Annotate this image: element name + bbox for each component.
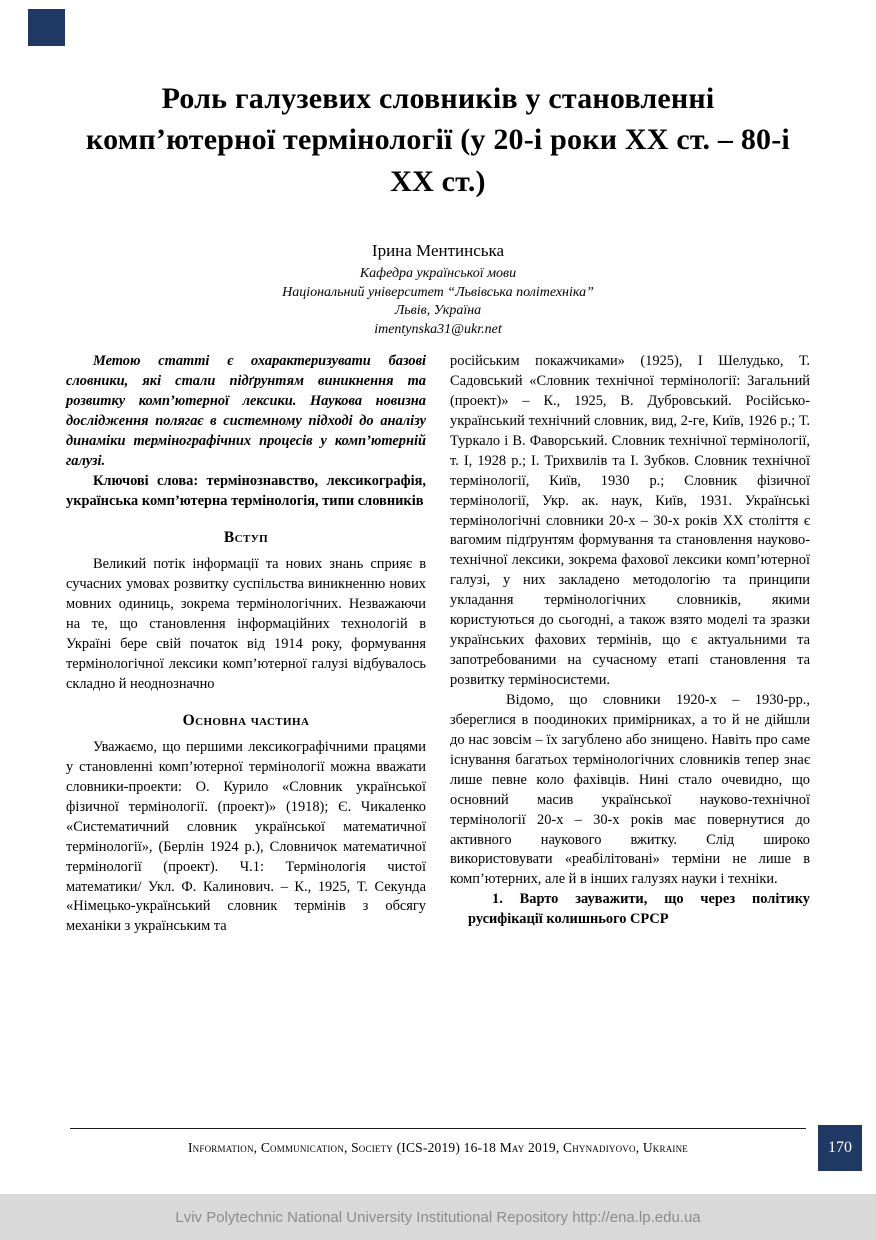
page-number: 170 — [828, 1139, 852, 1156]
main-paragraph-continued: російським покажчиками» (1925), І Шелудько, Т. Садовський «Словник технічної термінології: Загальний (проект)» – К., 1925, В. Дубровський. Російсько-український технічний словник, вид, 2-ге, Київ, 1926 р.; Т. Туркало і В. Фаворський. Словник технічної термінології, т. І, 1928 р.; І. Трихвилів та І. Зубков. Словник технічної термінології, Київ, 1930 р.; Словник фізичної термінології, Укр. ак. наук, Київ, 1931. Українські термінологічні словники 20-х – 30-х років ХХ століття є вагомим підґрунтям формування та становлення науково-технічної лексики, зокрема фахової лексики комп’ютерної галузі, у них закладено методологію та принципи укладання термінологічних словників, якими користуються до сьогодні, а також взято моделі та зразки українських фахових термінів, що є актуальними та запотребованими на сучасному етапі становлення та розвитку терміносистеми. — [450, 353, 810, 688]
author-department: Кафедра української мови — [359, 266, 517, 281]
repository-text: Lviv Polytechnic National University Institutional Repository http://ena.lp.edu.ua — [175, 1208, 701, 1226]
section-heading-intro: Вступ — [223, 528, 269, 546]
keywords-text: термінознавство, лексикографія, українська комп’ютерна термінологія, типи словників — [66, 472, 426, 509]
main-paragraph: Уважаємо, що першими лексикографічними працями у становленні комп’ютерної термінології можна вважати словники-проекти: О. Курило «Словник української фізичної термінології. (проект)» (1918); Є. Чикаленко «Систематичний словник української математичної термінології», (Берлін 1924 р.), Словничок математичної термінології (проект). Ч.1: Термінологія чистої математики/ Укл. Ф. Калинович. – К., 1925, Т. Секунда «Німецько-український словник термінів з обсягу механіки з українським та — [66, 738, 426, 935]
keywords-label: Ключові слова: — [93, 472, 199, 489]
repository-bar — [0, 1194, 876, 1240]
conference-footer: Information, Communication, Society (ICS-2019) 16-18 May 2019, Chynadiyovo, Ukraine — [187, 1140, 689, 1155]
corner-accent-square — [28, 9, 65, 46]
section-heading-main: Основна частина — [182, 711, 310, 729]
footer-divider — [70, 1128, 806, 1129]
history-paragraph: Відомо, що словники 1920-х – 1930-рр., збереглися в поодиноких примірниках, а то й не дійшли до нас зовсім – їх загублено або знищено. Навіть про саме існування багатьох термінологічних словників тепер знає лише певне коло фахівців. Нині стало очевидно, що основний масив української науково-технічної термінології 20-х – 30-х років має повернутися до активного наукового вжитку. Слід широко використовувати «реабілітовані» терміни не лише в комп’ютерних, але й в інших галузях науки і техніки. — [450, 691, 810, 888]
author-name: Ірина Ментинська — [371, 241, 505, 260]
paper-title: Роль галузевих словників у становленні комп’ютерної термінології (у 20-і роки ХХ ст. – 80-і ХХ ст.) — [86, 82, 790, 198]
page-number-box — [818, 1125, 862, 1171]
left-column — [66, 352, 426, 937]
author-city: Львів, Україна — [394, 303, 482, 319]
author-university: Національний університет “Львівська політехніка” — [282, 284, 594, 300]
intro-paragraph: Великий потік інформації та нових знань сприяє в сучасних умовах розвитку суспільства виникненню нових мовних одиниць, зокрема термінологічних. Незважаючи на те, що становлення інформаційних технологій в Україні бере свій початок від 1914 року, формування термінологічної лексики комп’ютерної галузі відбувалось складно й неоднозначно — [66, 555, 426, 692]
two-column-body — [66, 352, 810, 937]
right-column — [450, 352, 810, 937]
author-email: imentynska31@ukr.net — [374, 321, 502, 337]
keywords-paragraph — [66, 472, 426, 512]
abstract-paragraph: Метою статті є охарактеризувати базові словники, які стали підґрунтям виникнення та розвитку комп’ютерної лексики. Наукова новизна дослідження полягає в системному підході до аналізу динаміки термінографічних процесів у комп’ютерній галузі. — [66, 353, 426, 469]
numbered-item-1: 1. Варто зауважити, що через політику русифікації колишнього СРСР — [468, 891, 810, 928]
author-block — [64, 241, 812, 339]
